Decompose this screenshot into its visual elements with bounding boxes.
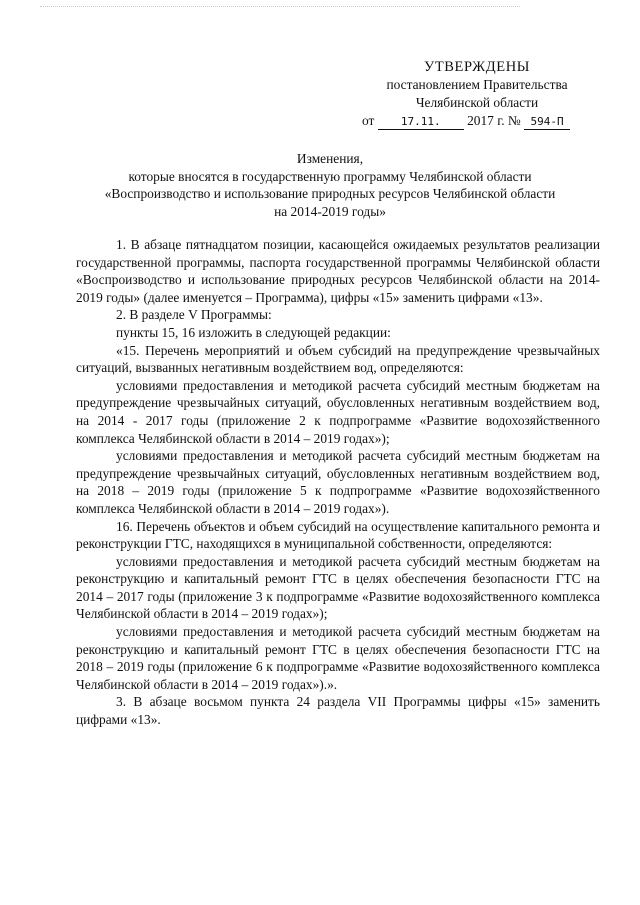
approval-title: УТВЕРЖДЕНЫ	[423, 59, 531, 75]
year-text: 2017 г. №	[467, 113, 521, 128]
paragraph: 1. В абзаце пятнадцатом позиции, касающейся ожидаемых результатов реализации государственной программы, паспорта государственной программы Челябинской области «Воспроизводство и использование природных ресурсов Челябинской области на 2014-2019 годы» (далее именуется – Программа), цифры «15» заменить цифрами «13».	[76, 237, 600, 305]
heading-line-3: «Воспроизводство и использование природных ресурсов Челябинской области	[104, 186, 556, 202]
document-body	[76, 236, 600, 729]
paragraph: условиями предоставления и методикой расчета субсидий местным бюджетам на предупреждение чрезвычайных ситуаций, обусловленных негативным воздействием вод, на 2018 – 2019 годы (приложение 5 к подпрограмме «Развитие водохозяйственного комплекса Челябинской области в 2014 – 2019 годах»).	[76, 448, 600, 516]
paragraph: 3. В абзаце восьмом пункта 24 раздела VII Программы цифры «15» заменить цифрами «13».	[76, 694, 600, 728]
document-number: 594-П	[524, 115, 570, 130]
approval-line-1: постановлением Правительства	[386, 77, 568, 92]
paragraph: пункты 15, 16 изложить в следующей редакции:	[116, 324, 391, 340]
document-heading	[60, 150, 600, 220]
paragraph: условиями предоставления и методикой расчета субсидий местным бюджетам на реконструкцию и капитальный ремонт ГТС в целях обеспечения безопасности ГТС на 2018 – 2019 годы (приложение 6 к подпрограмме «Развитие водохозяйственного комплекса Челябинской области в 2014 – 2019 годах»).».	[76, 624, 600, 692]
approval-date-line	[362, 112, 592, 130]
paragraph: «15. Перечень мероприятий и объем субсидий на предупреждение чрезвычайных ситуаций, вызванных негативным воздействием вод, определяются:	[76, 342, 600, 376]
date-value: 17.11.	[378, 115, 464, 130]
paragraph: условиями предоставления и методикой расчета субсидий местным бюджетам на реконструкцию и капитальный ремонт ГТС в целях обеспечения безопасности ГТС на 2014 – 2017 годы (приложение 3 к подпрограмме «Развитие водохозяйственного комплекса Челябинской области в 2014 – 2019 годах»);	[76, 553, 600, 622]
date-prefix: от	[362, 113, 375, 128]
heading-line-1: Изменения,	[296, 151, 364, 166]
paragraph: 2. В разделе V Программы:	[116, 307, 272, 323]
scan-artifact-line	[40, 6, 520, 7]
approval-line-2: Челябинской области	[415, 95, 539, 110]
heading-line-4: на 2014-2019 годы»	[274, 203, 386, 219]
approval-block	[362, 58, 592, 130]
paragraph: условиями предоставления и методикой расчета субсидий местным бюджетам на предупреждение чрезвычайных ситуаций, обусловленных негативным воздействием вод, на 2014 - 2017 годы (приложение 2 к подпрограмме «Развитие водохозяйственного комплекса Челябинской области в 2014 – 2019 годах»);	[76, 377, 600, 446]
heading-line-2: которые вносятся в государственную программу Челябинской области	[128, 168, 532, 184]
paragraph: 16. Перечень объектов и объем субсидий на осуществление капитального ремонта и реконструкции ГТС, находящихся в муниципальной собственности, определяются:	[76, 518, 600, 552]
